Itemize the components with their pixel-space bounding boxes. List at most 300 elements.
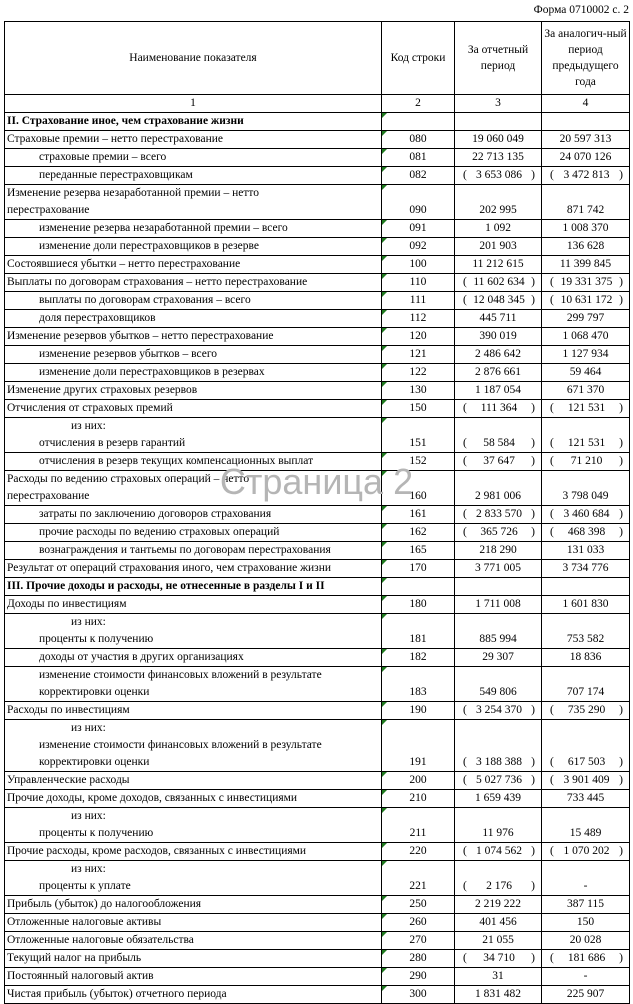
value-current: 390 019 xyxy=(455,328,542,346)
value-previous: - xyxy=(542,861,630,896)
value-current xyxy=(455,113,542,131)
open-paren: ( xyxy=(463,508,467,520)
value-previous xyxy=(542,506,630,524)
amount: 10 631 172 xyxy=(560,294,613,306)
table-row xyxy=(5,861,630,896)
column-number: 4 xyxy=(542,95,630,113)
table-row xyxy=(5,896,630,914)
table-row xyxy=(5,596,630,614)
close-paren: ) xyxy=(619,756,623,768)
indicator-name xyxy=(5,542,382,560)
row-code: 161 xyxy=(382,506,455,524)
amount: 58 584 xyxy=(483,437,515,449)
close-paren: ) xyxy=(531,455,535,467)
close-paren: ) xyxy=(619,774,623,786)
value-current: 1 831 482 xyxy=(455,986,542,1004)
amount: 3 653 086 xyxy=(476,169,522,181)
indicator-name xyxy=(5,310,382,328)
table-row xyxy=(5,986,630,1004)
negative-value xyxy=(457,878,539,895)
table-row xyxy=(5,418,630,453)
row-code: 091 xyxy=(382,220,455,238)
table-row xyxy=(5,346,630,364)
value-previous: 387 115 xyxy=(542,896,630,914)
close-paren: ) xyxy=(531,526,535,538)
value-current: 11 212 615 xyxy=(455,256,542,274)
close-paren: ) xyxy=(531,169,535,181)
indicator-name xyxy=(5,932,382,950)
indicator-name xyxy=(5,560,382,578)
value-previous xyxy=(542,400,630,418)
close-paren: ) xyxy=(531,756,535,768)
indicator-name-line: Отложенные налоговые активы xyxy=(7,916,162,928)
table-row xyxy=(5,790,630,808)
negative-value xyxy=(457,167,539,184)
value-previous: 136 628 xyxy=(542,238,630,256)
value-current xyxy=(455,843,542,861)
indicator-name xyxy=(5,524,382,542)
indicator-name xyxy=(5,149,382,167)
amount: 71 210 xyxy=(570,455,603,467)
header-current: За отчетный период xyxy=(455,22,542,95)
row-code: 170 xyxy=(382,560,455,578)
close-paren: ) xyxy=(619,952,623,964)
negative-value xyxy=(457,772,539,789)
amount: 3 188 388 xyxy=(476,756,522,768)
value-current xyxy=(455,772,542,790)
open-paren: ( xyxy=(463,169,467,181)
financial-results-table xyxy=(4,21,630,1004)
value-previous xyxy=(542,113,630,131)
negative-value xyxy=(544,702,627,719)
open-paren: ( xyxy=(550,276,554,288)
row-code: 120 xyxy=(382,328,455,346)
row-code: 190 xyxy=(382,702,455,720)
open-paren: ( xyxy=(550,402,554,414)
table-row xyxy=(5,702,630,720)
table-row xyxy=(5,524,630,542)
row-code: 290 xyxy=(382,968,455,986)
row-code: 080 xyxy=(382,131,455,149)
value-previous: 225 907 xyxy=(542,986,630,1004)
amount: 3 460 684 xyxy=(563,508,610,520)
negative-value xyxy=(457,524,539,541)
close-paren: ) xyxy=(619,845,623,857)
table-row xyxy=(5,185,630,220)
indicator-name xyxy=(5,238,382,256)
open-paren: ( xyxy=(550,952,554,964)
indicator-name-line: изменение стоимости финансовых вложений в результате xyxy=(39,669,322,681)
indicator-name-line: корректировки оценки xyxy=(39,756,150,768)
negative-value xyxy=(544,506,627,523)
indicator-name xyxy=(5,578,382,596)
close-paren: ) xyxy=(531,845,535,857)
close-paren: ) xyxy=(531,508,535,520)
row-code: 100 xyxy=(382,256,455,274)
open-paren: ( xyxy=(550,704,554,716)
open-paren: ( xyxy=(463,526,467,538)
row-code: 130 xyxy=(382,382,455,400)
amount: 34 710 xyxy=(483,952,515,964)
row-code: 210 xyxy=(382,790,455,808)
amount: 19 331 375 xyxy=(560,276,613,288)
indicator-name-line: Страховые премии – нетто перестрахование xyxy=(7,133,223,145)
open-paren: ( xyxy=(463,294,467,306)
close-paren: ) xyxy=(531,294,535,306)
negative-value xyxy=(544,524,627,541)
close-paren: ) xyxy=(619,276,623,288)
value-current: 1 187 054 xyxy=(455,382,542,400)
indicator-name xyxy=(5,364,382,382)
amount: 2 833 570 xyxy=(476,508,522,520)
negative-value xyxy=(544,754,627,771)
amount: 617 503 xyxy=(567,756,606,768)
table-row xyxy=(5,238,630,256)
indicator-name-line: вознаграждения и тантьемы по договорам перестрахования xyxy=(39,544,331,556)
value-previous: 24 070 126 xyxy=(542,149,630,167)
value-current xyxy=(455,506,542,524)
indicator-name-line: затраты по заключению договоров страхования xyxy=(39,508,272,520)
value-previous xyxy=(542,524,630,542)
negative-value xyxy=(457,506,539,523)
value-previous xyxy=(542,453,630,471)
row-code: 081 xyxy=(382,149,455,167)
row-code: 180 xyxy=(382,596,455,614)
value-previous: 3 734 776 xyxy=(542,560,630,578)
negative-value xyxy=(544,274,627,291)
row-code: 191 xyxy=(382,720,455,772)
value-current: 2 876 661 xyxy=(455,364,542,382)
row-code: 122 xyxy=(382,364,455,382)
open-paren: ( xyxy=(463,756,467,768)
indicator-name-line: проценты к получению xyxy=(39,633,154,645)
indicator-name xyxy=(5,292,382,310)
indicator-name-line: Изменение резервов убытков – нетто перестрахование xyxy=(7,330,274,342)
value-current xyxy=(455,453,542,471)
close-paren: ) xyxy=(531,952,535,964)
table-row xyxy=(5,542,630,560)
table-row xyxy=(5,560,630,578)
table-row xyxy=(5,649,630,667)
indicator-name-line: отчисления в резерв гарантий xyxy=(39,437,186,449)
indicator-name-line: прочие расходы по ведению страховых операций xyxy=(39,526,280,538)
value-current: 1 711 008 xyxy=(455,596,542,614)
open-paren: ( xyxy=(550,774,554,786)
negative-value xyxy=(544,167,627,184)
indicator-name-line: Расходы по инвестициям xyxy=(7,704,130,716)
indicator-name-line: Прочие расходы, кроме расходов, связанных с инвестициями xyxy=(7,845,307,857)
amount: 1 074 562 xyxy=(476,845,522,857)
value-previous xyxy=(542,950,630,968)
indicator-name xyxy=(5,400,382,418)
value-current: 3 771 005 xyxy=(455,560,542,578)
close-paren: ) xyxy=(531,774,535,786)
negative-value xyxy=(457,950,539,967)
row-code: 211 xyxy=(382,808,455,843)
open-paren: ( xyxy=(463,952,467,964)
value-current xyxy=(455,292,542,310)
indicator-name xyxy=(5,167,382,185)
table-row xyxy=(5,310,630,328)
value-current xyxy=(455,418,542,453)
indicator-name-line: из них: xyxy=(71,863,106,875)
amount: 5 027 736 xyxy=(476,774,522,786)
value-previous: 11 399 845 xyxy=(542,256,630,274)
amount: 3 472 813 xyxy=(563,169,610,181)
indicator-name-line: Отложенные налоговые обязательства xyxy=(7,934,194,946)
negative-value xyxy=(544,453,627,470)
value-previous: 707 174 xyxy=(542,667,630,702)
indicator-name xyxy=(5,382,382,400)
indicator-name xyxy=(5,950,382,968)
table-row xyxy=(5,328,630,346)
value-previous xyxy=(542,772,630,790)
negative-value xyxy=(457,754,539,771)
table-row xyxy=(5,400,630,418)
indicator-name xyxy=(5,614,382,649)
value-previous: 59 464 xyxy=(542,364,630,382)
indicator-name-line: выплаты по договорам страхования – всего xyxy=(39,294,251,306)
indicator-name-line: Постоянный налоговый актив xyxy=(7,970,154,982)
indicator-name-line: перестрахование xyxy=(7,490,90,502)
indicator-name xyxy=(5,471,382,506)
close-paren: ) xyxy=(531,880,535,892)
amount: 121 531 xyxy=(567,437,606,449)
close-paren: ) xyxy=(619,437,623,449)
indicator-name xyxy=(5,968,382,986)
row-code: 152 xyxy=(382,453,455,471)
indicator-name-line: из них: xyxy=(71,722,106,734)
row-code: 200 xyxy=(382,772,455,790)
row-code: 280 xyxy=(382,950,455,968)
row-code: 111 xyxy=(382,292,455,310)
table-row xyxy=(5,131,630,149)
indicator-name-line: Состоявшиеся убытки – нетто перестрахование xyxy=(7,258,241,270)
indicator-name-line: из них: xyxy=(71,420,106,432)
row-code: 182 xyxy=(382,649,455,667)
indicator-name-line: III. Прочие доходы и расходы, не отнесенные в разделы I и II xyxy=(7,580,325,592)
indicator-name-line: Прибыль (убыток) до налогообложения xyxy=(7,898,202,910)
table-row xyxy=(5,220,630,238)
indicator-name-line: корректировки оценки xyxy=(39,686,150,698)
indicator-name-line: II. Страхование иное, чем страхование жизни xyxy=(7,115,244,127)
table-row xyxy=(5,950,630,968)
open-paren: ( xyxy=(463,845,467,857)
open-paren: ( xyxy=(550,169,554,181)
table-row xyxy=(5,843,630,861)
row-code: 221 xyxy=(382,861,455,896)
amount: 3 901 409 xyxy=(563,774,610,786)
indicator-name-line: Результат от операций страхования иного, чем страхование жизни xyxy=(7,562,332,574)
indicator-name xyxy=(5,328,382,346)
amount: 111 364 xyxy=(480,402,518,414)
indicator-name-line: Отчисления от страховых премий xyxy=(7,402,173,414)
negative-value xyxy=(544,400,627,417)
open-paren: ( xyxy=(550,455,554,467)
indicator-name xyxy=(5,896,382,914)
close-paren: ) xyxy=(531,437,535,449)
value-previous: 150 xyxy=(542,914,630,932)
amount: 365 726 xyxy=(480,526,518,538)
row-code: 150 xyxy=(382,400,455,418)
indicator-name xyxy=(5,418,382,453)
value-current: 1 659 439 xyxy=(455,790,542,808)
negative-value xyxy=(457,400,539,417)
indicator-name-line: изменение доли перестраховщиков в резерве xyxy=(39,240,259,252)
table-body xyxy=(5,113,630,1004)
row-code: 082 xyxy=(382,167,455,185)
value-current xyxy=(455,720,542,772)
negative-value xyxy=(457,702,539,719)
indicator-name-line: Изменение других страховых резервов xyxy=(7,384,198,396)
indicator-name-line: доходы от участия в других организациях xyxy=(39,651,244,663)
value-previous: - xyxy=(542,968,630,986)
value-previous xyxy=(542,578,630,596)
indicator-name-line: Расходы по ведению страховых операций – нетто xyxy=(7,473,250,485)
amount: 37 647 xyxy=(483,455,515,467)
value-previous xyxy=(542,418,630,453)
table-row xyxy=(5,914,630,932)
header-row xyxy=(5,22,630,95)
indicator-name-line: проценты к уплате xyxy=(39,880,131,892)
table-row xyxy=(5,471,630,506)
indicator-name xyxy=(5,596,382,614)
value-current: 218 290 xyxy=(455,542,542,560)
row-code: 270 xyxy=(382,932,455,950)
table-row xyxy=(5,274,630,292)
row-code: 112 xyxy=(382,310,455,328)
row-code: 121 xyxy=(382,346,455,364)
close-paren: ) xyxy=(531,276,535,288)
indicator-name-line: изменение резерва незаработанной премии – всего xyxy=(39,222,288,234)
value-current xyxy=(455,524,542,542)
negative-value xyxy=(457,292,539,309)
negative-value xyxy=(544,950,627,967)
table-row xyxy=(5,578,630,596)
row-code: 110 xyxy=(382,274,455,292)
open-paren: ( xyxy=(550,437,554,449)
table-row xyxy=(5,167,630,185)
indicator-name xyxy=(5,346,382,364)
row-code: 090 xyxy=(382,185,455,220)
indicator-name-line: перестрахование xyxy=(7,204,90,216)
amount: 121 531 xyxy=(567,402,606,414)
value-current: 29 307 xyxy=(455,649,542,667)
open-paren: ( xyxy=(550,508,554,520)
table-row xyxy=(5,667,630,702)
row-code: 165 xyxy=(382,542,455,560)
indicator-name-line: изменение стоимости финансовых вложений в результате xyxy=(39,739,322,751)
indicator-name-line: изменение доли перестраховщиков в резервах xyxy=(39,366,265,378)
indicator-name-line: страховые премии – всего xyxy=(39,151,167,163)
open-paren: ( xyxy=(463,437,467,449)
indicator-name xyxy=(5,861,382,896)
open-paren: ( xyxy=(463,704,467,716)
value-current xyxy=(455,167,542,185)
row-code: 151 xyxy=(382,418,455,453)
value-current: 885 994 xyxy=(455,614,542,649)
value-previous: 131 033 xyxy=(542,542,630,560)
value-previous xyxy=(542,167,630,185)
negative-value xyxy=(544,843,627,860)
table-row xyxy=(5,772,630,790)
negative-value xyxy=(544,435,627,452)
header-previous: За аналогич-ный период предыдущего года xyxy=(542,22,630,95)
value-current xyxy=(455,578,542,596)
value-current: 19 060 049 xyxy=(455,131,542,149)
row-code: 260 xyxy=(382,914,455,932)
indicator-name xyxy=(5,772,382,790)
indicator-name-line: Прочие доходы, кроме доходов, связанных с инвестициями xyxy=(7,792,298,804)
negative-value xyxy=(457,274,539,291)
amount: 181 686 xyxy=(567,952,606,964)
amount: 1 070 202 xyxy=(563,845,610,857)
value-previous xyxy=(542,720,630,772)
amount: 3 254 370 xyxy=(476,704,522,716)
amount: 735 290 xyxy=(567,704,606,716)
value-previous: 1 008 370 xyxy=(542,220,630,238)
indicator-name xyxy=(5,274,382,292)
open-paren: ( xyxy=(463,455,467,467)
value-previous xyxy=(542,274,630,292)
close-paren: ) xyxy=(619,169,623,181)
column-number: 2 xyxy=(382,95,455,113)
negative-value xyxy=(457,453,539,470)
value-previous: 753 582 xyxy=(542,614,630,649)
open-paren: ( xyxy=(463,880,467,892)
value-current: 201 903 xyxy=(455,238,542,256)
close-paren: ) xyxy=(619,526,623,538)
close-paren: ) xyxy=(619,294,623,306)
value-previous: 671 370 xyxy=(542,382,630,400)
indicator-name-line: отчисления в резерв текущих компенсационных выплат xyxy=(39,455,314,467)
close-paren: ) xyxy=(531,704,535,716)
negative-value xyxy=(544,772,627,789)
row-code: 183 xyxy=(382,667,455,702)
value-previous: 871 742 xyxy=(542,185,630,220)
indicator-name-line: Чистая прибыль (убыток) отчетного периода xyxy=(7,988,227,1000)
open-paren: ( xyxy=(463,774,467,786)
indicator-name-line: Управленческие расходы xyxy=(7,774,130,786)
open-paren: ( xyxy=(463,276,467,288)
value-previous xyxy=(542,702,630,720)
value-previous: 299 797 xyxy=(542,310,630,328)
table-row xyxy=(5,382,630,400)
indicator-name-line: переданные перестраховщикам xyxy=(39,169,193,181)
value-previous: 3 798 049 xyxy=(542,471,630,506)
value-previous xyxy=(542,843,630,861)
indicator-name xyxy=(5,649,382,667)
indicator-name xyxy=(5,220,382,238)
value-previous: 15 489 xyxy=(542,808,630,843)
table-row xyxy=(5,149,630,167)
table-row xyxy=(5,932,630,950)
header-code: Код строки xyxy=(382,22,455,95)
value-current: 31 xyxy=(455,968,542,986)
table-row xyxy=(5,453,630,471)
row-code: 181 xyxy=(382,614,455,649)
indicator-name xyxy=(5,113,382,131)
indicator-name-line: изменение резервов убытков – всего xyxy=(39,348,218,360)
negative-value xyxy=(457,435,539,452)
value-previous xyxy=(542,292,630,310)
header-name: Наименование показателя xyxy=(5,22,382,95)
open-paren: ( xyxy=(550,845,554,857)
value-current: 21 055 xyxy=(455,932,542,950)
indicator-name-line: Изменение резерва незаработанной премии – нетто xyxy=(7,187,259,199)
amount: 2 176 xyxy=(486,880,512,892)
row-code: 092 xyxy=(382,238,455,256)
